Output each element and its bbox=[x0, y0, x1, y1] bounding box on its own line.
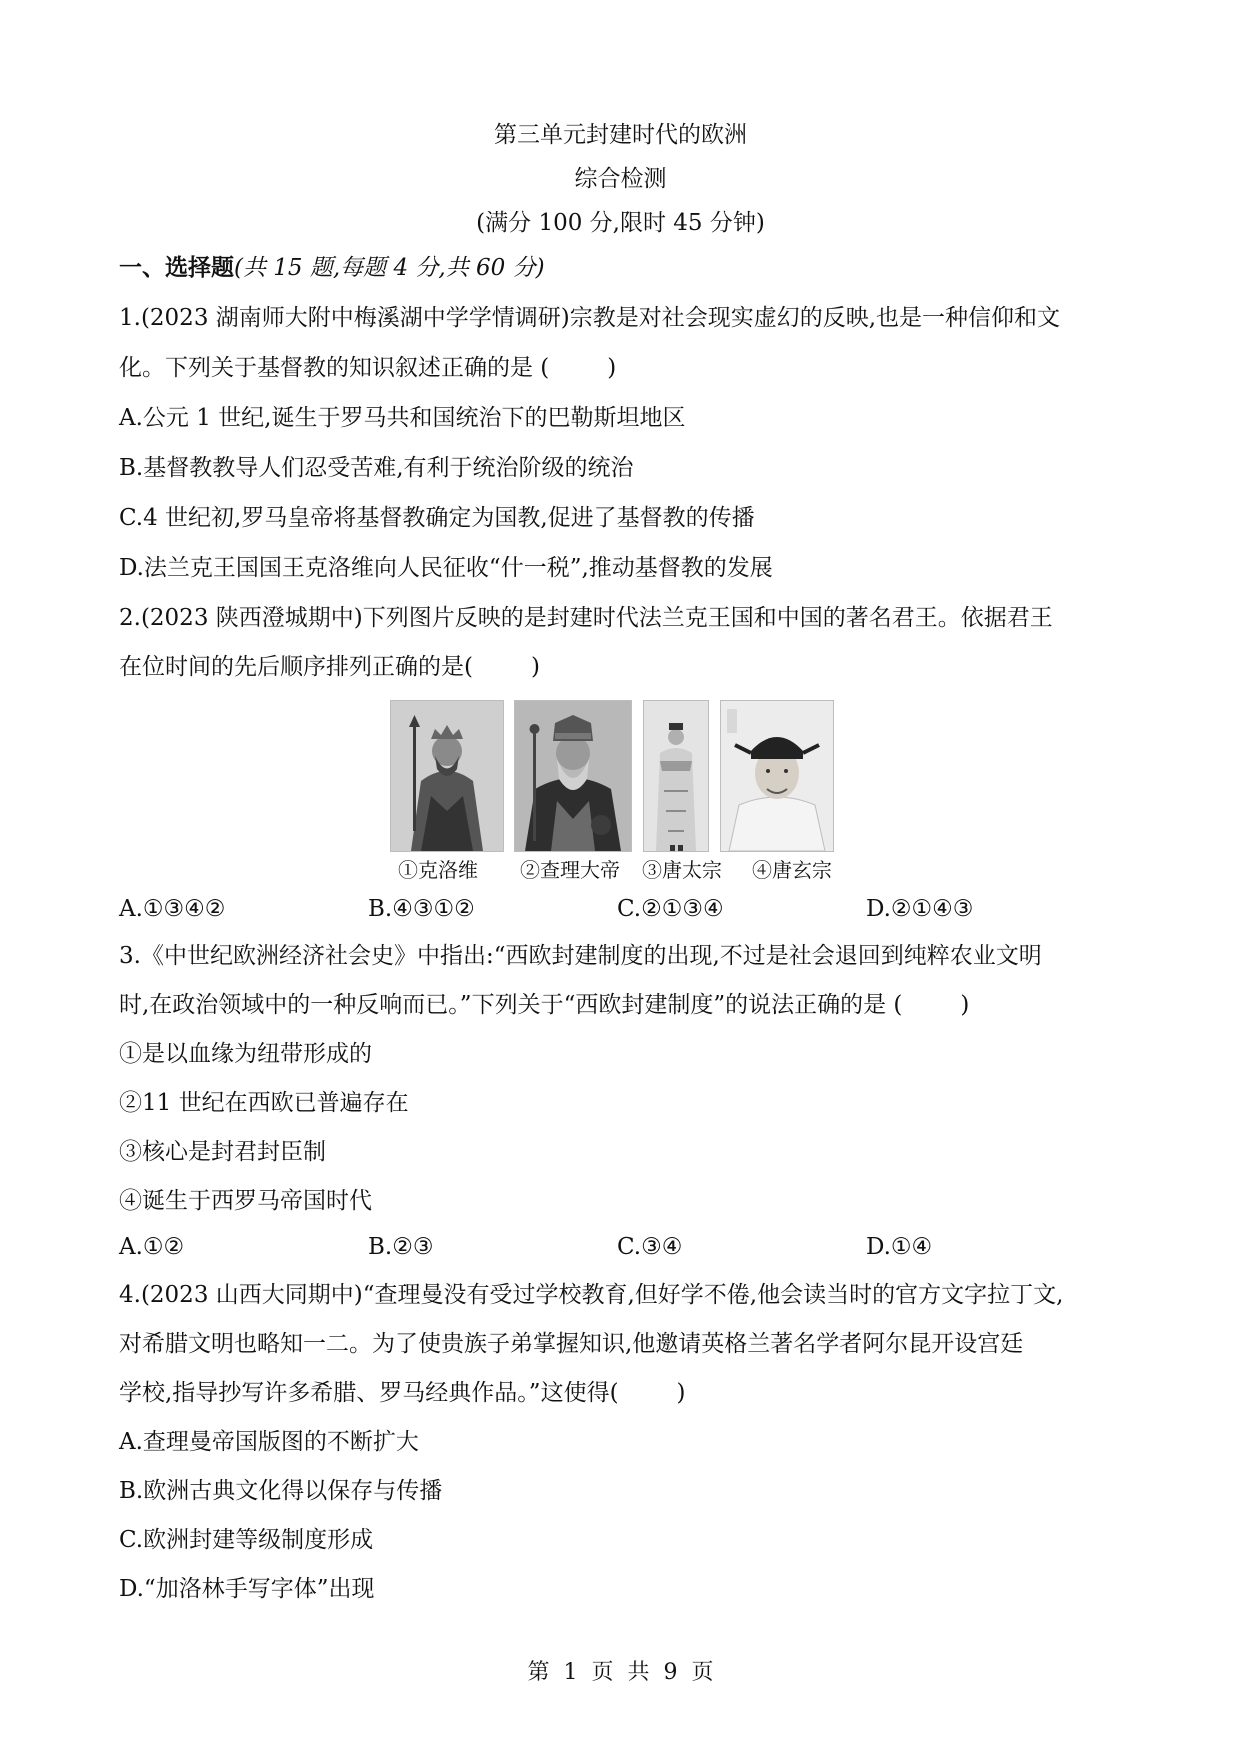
q1-stem-line2 bbox=[119, 353, 1129, 383]
q1-option-d: D.法兰克王国国王克洛维向人民征收“什一税”,推动基督教的发展 bbox=[119, 555, 773, 581]
q1-stem-line1: 1.(2023 湖南师大附中梅溪湖中学学情调研)宗教是对社会现实虚幻的反映,也是一种信仰和文 bbox=[119, 305, 1061, 331]
q3-close-paren: ) bbox=[960, 992, 970, 1018]
portrait-tang-taizong-image bbox=[644, 701, 708, 851]
q3-option-a: A.①② bbox=[119, 1234, 185, 1260]
q4-option-c: C.欧洲封建等级制度形成 bbox=[119, 1527, 374, 1553]
q3-option-b: B.②③ bbox=[368, 1234, 434, 1260]
q2-option-c: C.②①③④ bbox=[617, 896, 724, 922]
q4-option-a: A.查理曼帝国版图的不断扩大 bbox=[119, 1429, 419, 1455]
q2-option-d: D.②①④③ bbox=[866, 896, 974, 922]
q4-option-b: B.欧洲古典文化得以保存与传播 bbox=[119, 1478, 443, 1504]
portrait-captions bbox=[0, 855, 1241, 885]
q1-stem-text: 化。下列关于基督教的知识叙述正确的是 ( bbox=[119, 355, 550, 381]
portrait-charlemagne-image bbox=[515, 701, 631, 851]
portrait-charlemagne bbox=[514, 700, 632, 852]
q4-stem-line2: 对希腊文明也略知一二。为了使贵族子弟掌握知识,他邀请英格兰著名学者阿尔昆开设宫廷 bbox=[119, 1331, 1024, 1357]
q1-close-paren: ) bbox=[607, 355, 617, 381]
q2-stem-line1: 2.(2023 陕西澄城期中)下列图片反映的是封建时代法兰克王国和中国的著名君王。依据君王 bbox=[119, 605, 1053, 631]
sub-title: 综合检测 bbox=[574, 166, 667, 192]
section-title-bold: 一、选择题 bbox=[119, 255, 234, 281]
page-number: 第 1 页 共 9 页 bbox=[527, 1660, 714, 1685]
q2-option-b: B.④③①② bbox=[368, 896, 475, 922]
q2-close-paren: ) bbox=[530, 654, 540, 680]
q1-option-b: B.基督教教导人们忍受苦难,有利于统治阶级的统治 bbox=[119, 455, 634, 481]
q1-option-a: A.公元 1 世纪,诞生于罗马共和国统治下的巴勒斯坦地区 bbox=[119, 405, 686, 431]
q3-option-d: D.①④ bbox=[866, 1234, 933, 1260]
q4-option-d: D.“加洛林手写字体”出现 bbox=[119, 1576, 375, 1602]
q1-option-c: C.4 世纪初,罗马皇帝将基督教确定为国教,促进了基督教的传播 bbox=[119, 505, 755, 531]
caption-charlemagne: ②查理大帝 bbox=[520, 858, 620, 882]
q3-stem-line2 bbox=[119, 990, 1129, 1020]
portrait-clovis-image bbox=[391, 701, 503, 851]
portrait-tang-taizong bbox=[643, 700, 709, 852]
q2-stem-text: 在位时间的先后顺序排列正确的是( bbox=[119, 654, 473, 680]
section-title-detail: (共 15 题,每题 4 分,共 60 分) bbox=[234, 255, 545, 281]
q4-stem-line3 bbox=[119, 1378, 1129, 1408]
exam-info: (满分 100 分,限时 45 分钟) bbox=[476, 210, 765, 236]
caption-tang-xuanzong: ④唐玄宗 bbox=[752, 858, 832, 882]
caption-clovis: ①克洛维 bbox=[398, 858, 478, 882]
portrait-figure bbox=[390, 700, 860, 850]
q3-item-2: ②11 世纪在西欧已普遍存在 bbox=[119, 1090, 409, 1116]
portrait-tang-xuanzong bbox=[720, 700, 834, 852]
q3-option-c: C.③④ bbox=[617, 1234, 683, 1260]
q3-item-3: ③核心是封君封臣制 bbox=[119, 1139, 326, 1165]
unit-title: 第三单元封建时代的欧洲 bbox=[494, 122, 747, 148]
q4-stem-line1: 4.(2023 山西大同期中)“查理曼没有受过学校教育,但好学不倦,他会读当时的官方文字拉丁文, bbox=[119, 1282, 1064, 1308]
q4-close-paren: ) bbox=[676, 1380, 686, 1406]
q2-option-a: A.①③④② bbox=[119, 896, 226, 922]
portrait-tang-xuanzong-image bbox=[721, 701, 833, 851]
portrait-clovis bbox=[390, 700, 504, 852]
q4-stem-text: 学校,指导抄写许多希腊、罗马经典作品。”这使得( bbox=[119, 1380, 619, 1406]
q3-item-4: ④诞生于西罗马帝国时代 bbox=[119, 1188, 372, 1214]
section-title bbox=[119, 253, 545, 283]
q2-stem-line2 bbox=[119, 652, 1129, 682]
caption-tang-taizong: ③唐太宗 bbox=[642, 858, 722, 882]
q3-stem-line1: 3.《中世纪欧洲经济社会史》中指出:“西欧封建制度的出现,不过是社会退回到纯粹农业文明 bbox=[119, 943, 1042, 969]
q3-stem-text: 时,在政治领域中的一种反响而已。”下列关于“西欧封建制度”的说法正确的是 ( bbox=[119, 992, 903, 1018]
q3-item-1: ①是以血缘为纽带形成的 bbox=[119, 1041, 372, 1067]
